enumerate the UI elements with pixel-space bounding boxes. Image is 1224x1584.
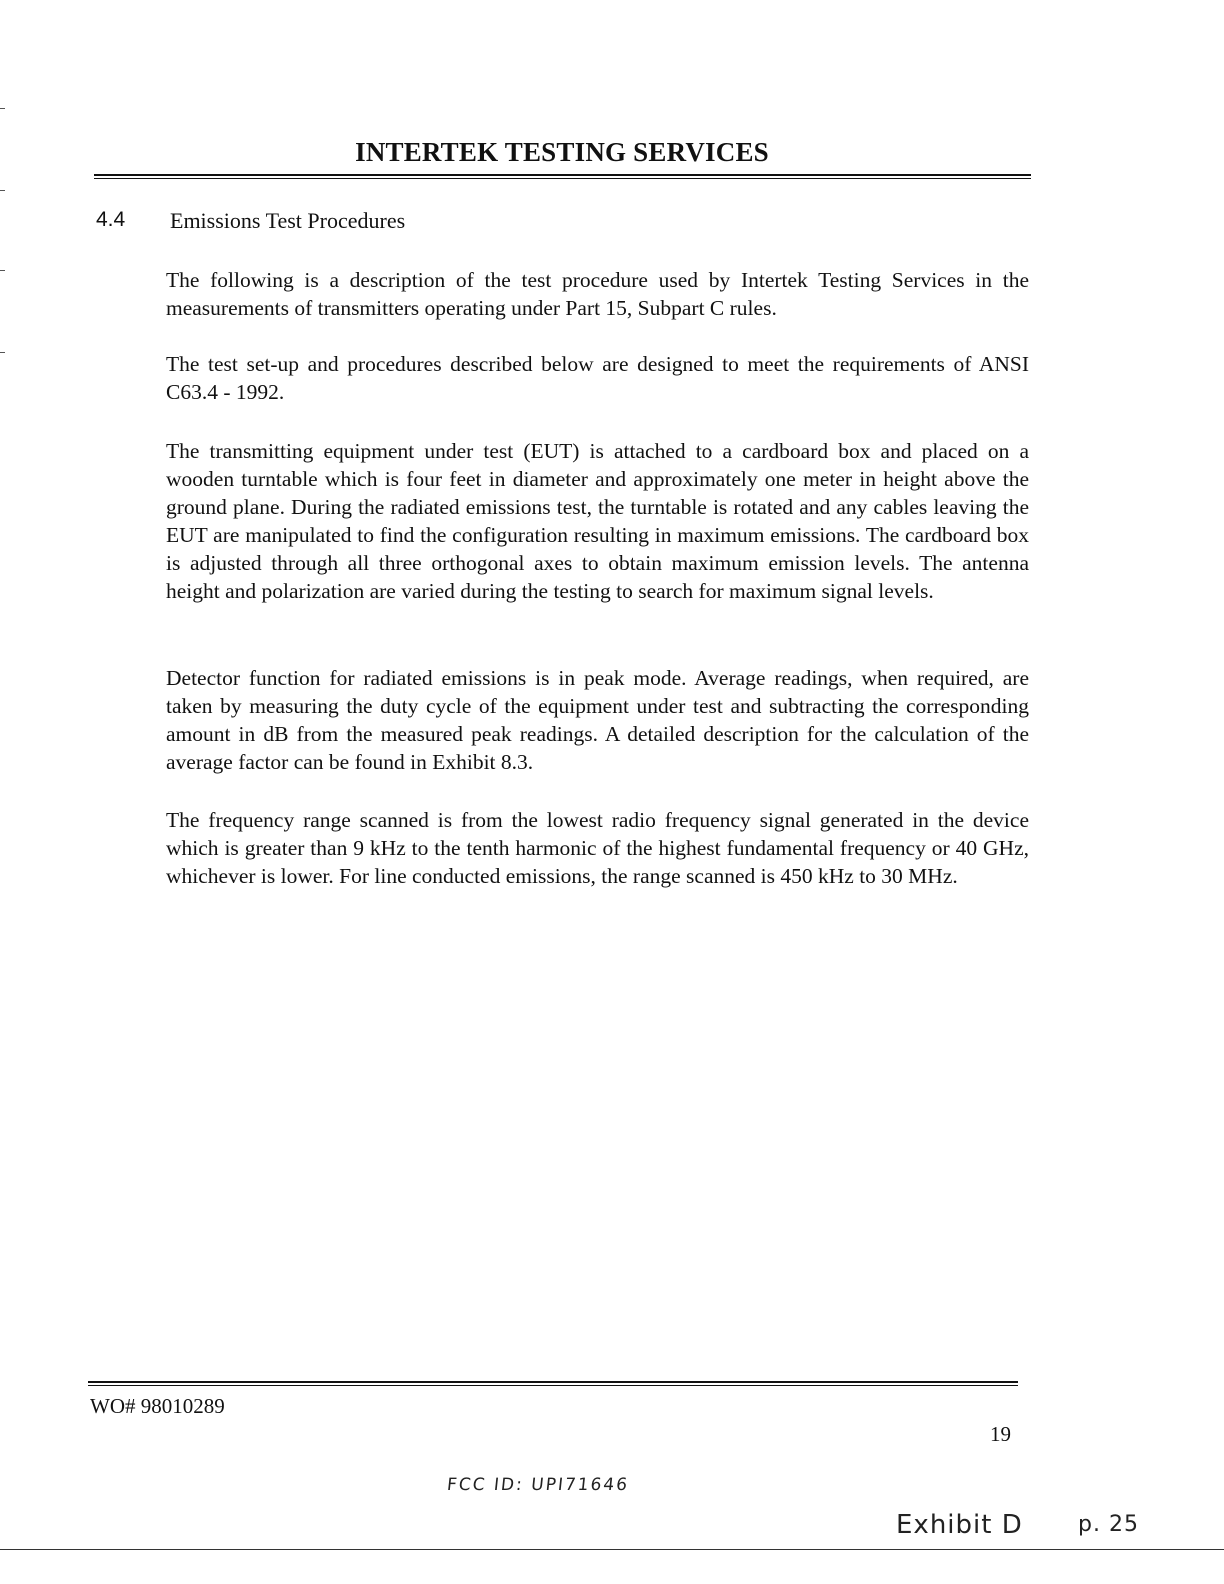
footer-divider xyxy=(88,1381,1018,1386)
handwritten-fcc-id: FCC ID: UPI71646 xyxy=(445,1475,631,1495)
handwritten-page-reference: p. 25 xyxy=(1078,1512,1139,1537)
header-divider xyxy=(94,174,1031,179)
scan-bottom-edge xyxy=(0,1549,1224,1550)
margin-mark xyxy=(0,190,5,191)
section-title: Emissions Test Procedures xyxy=(170,208,406,233)
margin-mark xyxy=(0,108,5,109)
handwritten-exhibit-label: Exhibit D xyxy=(896,1510,1023,1540)
page-number: 19 xyxy=(990,1422,1011,1446)
section-number: 4.4 xyxy=(96,208,126,231)
work-order-number: WO# 98010289 xyxy=(90,1394,225,1418)
paragraph-intro: The following is a description of the test procedure used by Intertek Testing Services in the measurements of transmitters operating under Part 15, Subpart C rules. xyxy=(166,268,1029,320)
margin-mark xyxy=(0,270,5,271)
paragraph-detector: Detector function for radiated emissions is in peak mode. Average readings, when required, are taken by measuring the duty cycle of the equipment under test and subtracting the corresponding amount in dB from the measured peak readings. A detailed description for the calculation of the average factor can be found in Exhibit 8.3. xyxy=(166,666,1029,774)
margin-mark xyxy=(0,352,5,353)
paragraph-standard: The test set-up and procedures described below are designed to meet the requirements of ANSI C63.4 - 1992. xyxy=(166,352,1029,404)
paragraph-frequency-range: The frequency range scanned is from the lowest radio frequency signal generated in the device which is greater than 9 kHz to the tenth harmonic of the highest fundamental frequency or 40 GHz, whichever is lower. For line conducted emissions, the range scanned is 450 kHz to 30 MHz. xyxy=(166,808,1029,888)
company-header: INTERTEK TESTING SERVICES xyxy=(355,137,769,167)
paragraph-setup: The transmitting equipment under test (EUT) is attached to a cardboard box and placed on a wooden turntable which is four feet in diameter and approximately one meter in height above the ground plane. During the radiated emissions test, the turntable is rotated and any cables leaving the EUT are manipulated to find the configuration resulting in maximum emissions. The cardboard box is adjusted through all three orthogonal axes to obtain maximum emission levels. The antenna height and polarization are varied during the testing to search for maximum signal levels. xyxy=(166,439,1029,603)
